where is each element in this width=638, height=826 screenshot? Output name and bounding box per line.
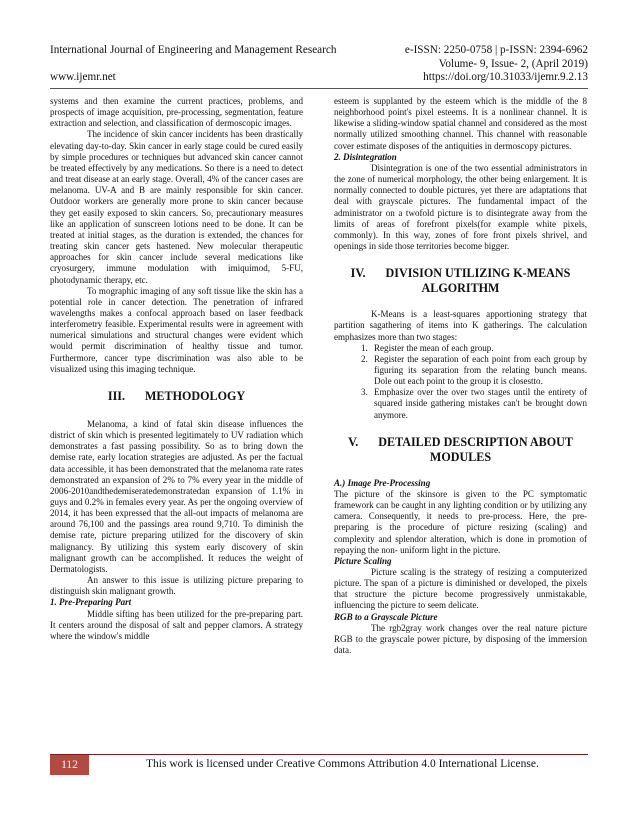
paragraph: To mographic imaging of any soft tissue like the skin has a potential role in cancer detection. The penetration of infrared wavelengths makes a confocal approach based on laser feedback interferometry feasible. Experimental results were in agreement with numerical simulations and structural changes were evident which would permit discrimination of healthy tissue and tumor. Furthermore, cancer type discrimination was also able to be visualized using this imaging technique.: [50, 285, 303, 374]
page-number: 112: [50, 755, 89, 775]
list-item: 1. Register the mean of each group.: [370, 343, 587, 354]
steps-list: [334, 343, 587, 421]
list-item: 3. Emphasize over the over two stages until the entirety of squared inside gathering mistakes can't be brought down anymore.: [370, 387, 587, 420]
list-item: 2. Register the separation of each point from each group by figuring its separation from the relating bunch means. Dole out each point to the group it is closestto.: [370, 354, 587, 387]
paragraph: systems and then examine the current practices, problems, and prospects of image acquisition, pre-processing, segmentation, feature extraction and selection, and classification of dermoscopic images.: [50, 96, 303, 129]
subsection-heading: 2. Disintegration: [334, 151, 397, 162]
paragraph: Melanoma, a kind of fatal skin disease influences the district of skin which is presented legitimately to UV radiation which demonstrates a fast passing possibility. So as to bring down the demise rate, early location strategies are adjusted. As per the factual data accessible, it has been demonstrated that the melanoma rate rates demonstrated an expansion of 2% to 7% every year in the middle of 2006-2010andthedemiseratedemonstratedan expansion of 1.1% in guys and 0.2% in females every year. As per the ongoing overview of 2014, it has been expressed that the all-out impacts of melanoma are around 76,100 and the passings area round 9,710. To diminish the demise rate, picture preparing utilized for the discovery of skin malignancy. By utilizing this system early discovery of skin malignant growth can be accomplished. It reduces the weight of Dermatologists.: [50, 418, 303, 574]
issn: e-ISSN: 2250-0758 | p-ISSN: 2394-6962: [404, 44, 588, 56]
website-link[interactable]: www.ijemr.net: [50, 71, 116, 83]
section-title: METHODOLOGY: [145, 388, 246, 403]
section-heading-modules: [334, 435, 587, 465]
doi-link[interactable]: https://doi.org/10.31033/ijemr.9.2.13: [423, 71, 588, 83]
paragraph: Middle sifting has been utilized for the pre-preparing part. It centers around the disposal of salt and pepper clamors. A strategy where the window's middle: [50, 608, 303, 641]
paragraph: K-Means is a least-squares apportioning strategy that partition sagathering of items into K gatherings. The calculation emphasizes more than two stages:: [334, 309, 587, 342]
paragraph: Picture scaling is the strategy of resizing a computerized picture. The span of a picture is diminished or developed, the pixels that structure the picture become progressively unmistakable, influencing the picture to seem delicate.: [334, 567, 587, 611]
section-heading-methodology: [50, 389, 303, 404]
paragraph: An answer to this issue is utilizing picture preparing to distinguish skin malignant growth.: [50, 575, 303, 597]
section-heading-kmeans: [334, 266, 587, 296]
section-title: DIVISION UTILIZING K-MEANS ALGORITHM: [385, 266, 571, 296]
section-title: DETAILED DESCRIPTION ABOUT MODULES: [378, 434, 573, 464]
paragraph: Disintegration is one of the two essential administrators in the zone of numerical morphology, the other being enlargement. It is normally connected to double pictures, yet there are adaptations that deal with grayscale pictures. The fundamental impact of the administrator on a twofold picture is to disintegrate away from the limits of areas of forefront pixels(for example white pixels, commonly). In this way, zones of fore front pixels shrivel, and openings in side those territories become bigger.: [334, 162, 587, 252]
paragraph: The incidence of skin cancer incidents has been drastically elevating day-to-day. Skin cancer in early stage could be cured easily by simple procedures or techniques but advanced skin cancer cannot be treated effectively by any medications. So there is a need to detect and treat disease at an early stage. Overall, 4% of the cancer cases are melanoma. UV-A and B are mainly responsible for skin cancer. Outdoor workers are generally more prone to skin cancer because they get easily exposed to skin cancers. So, precautionary measures like an application of sunscreen lotions need to be done. It can be treated at initial stages, as the duration is extended, the chances for treating skin cancer gets hastened. New molecular therapeutic approaches for skin cancer include several medications like cryosurgery, immune modulation with imiquimod, 5-FU, photodynamic therapy, etc.: [50, 129, 303, 285]
subsection-heading: RGB to a Grayscale Picture: [334, 611, 438, 622]
section-number: V.: [348, 434, 359, 449]
paragraph: The rgb2gray work changes over the real nature picture RGB to the grayscale power picture, by disposing of the immersion data.: [334, 622, 587, 656]
left-column: [50, 96, 303, 642]
license-text: This work is licensed under Creative Commons Attribution 4.0 International License.: [146, 758, 539, 770]
subsection-heading: 1. Pre-Preparing Part: [50, 597, 132, 608]
paragraph: esteem is supplanted by the esteem which is the middle of the 8 neighborhood point's pixel esteems. It is a nonlinear channel. It is likewise a sliding-window spatial channel and considered as the most normally utilized smoothing channel. This channel with reasonable cover estimate disposes of the antiquities in dermoscopy pictures.: [334, 96, 587, 151]
volume-info: Volume- 9, Issue- 2, (April 2019): [438, 58, 588, 70]
subsection-heading: A.) Image Pre-Processing: [334, 477, 431, 488]
section-number: III.: [107, 388, 126, 403]
right-column: [334, 96, 587, 656]
journal-title: International Journal of Engineering and Management Research: [50, 44, 337, 56]
header-rule: [50, 88, 588, 89]
subsection-heading: Picture Scaling: [334, 555, 392, 566]
section-number: IV.: [350, 266, 366, 281]
paragraph: The picture of the skinsore is given to the PC symptomatic framework can be caught in any lighting condition or by utilizing any camera. Consequently, it needs to pre-process. Here, the pre-preparing is the procedure of picture resizing (scaling) and complexity and splendor alteration, which is done in promotion of repaying the non- uniform light in the picture.: [334, 488, 587, 555]
